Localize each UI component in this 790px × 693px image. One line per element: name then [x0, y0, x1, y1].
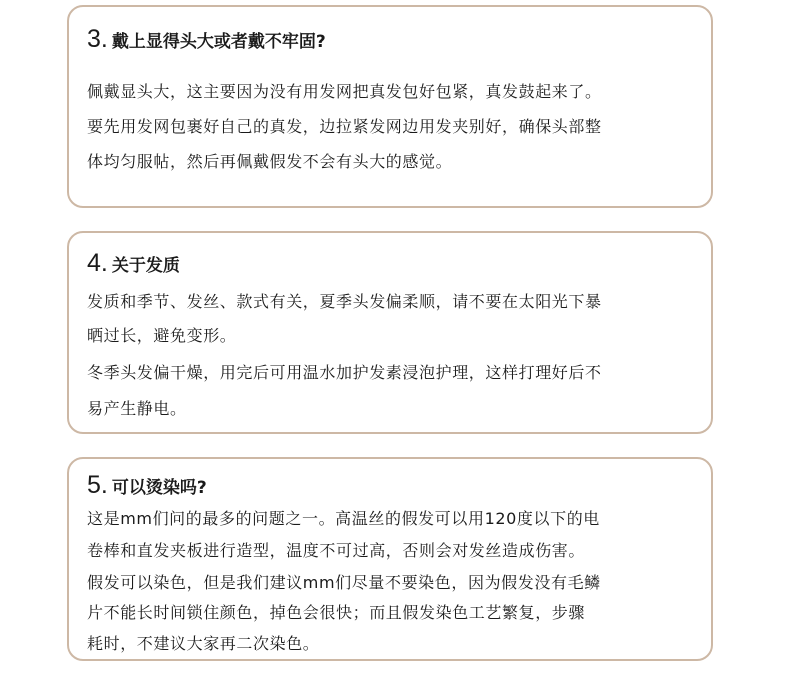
- faq-text-line: 晒过长，避免变形。: [87, 326, 237, 345]
- faq-text-line: 片不能长时间锁住颜色，掉色会很快；而且假发染色工艺繁复，步骤: [87, 603, 586, 622]
- faq-title: 关于发质: [111, 256, 180, 276]
- faq-text-line: 卷棒和直发夹板进行造型，温度不可过高，否则会对发丝造成伤害。: [87, 541, 586, 560]
- faq-heading: [87, 249, 180, 278]
- faq-text-line: 要先用发网包裹好自己的真发，边拉紧发网边用发夹别好，确保头部整: [87, 117, 602, 136]
- faq-title: 戴上显得头大或者戴不牢固?: [111, 32, 326, 52]
- faq-text-line: 冬季头发偏干燥，用完后可用温水加护发素浸泡护理，这样打理好后不: [87, 363, 602, 382]
- faq-title: 可以烫染吗?: [111, 478, 207, 498]
- faq-text-line: 假发可以染色，但是我们建议mm们尽量不要染色，因为假发没有毛鳞: [87, 573, 601, 592]
- faq-number: 3.: [87, 25, 108, 53]
- faq-card-3: [67, 5, 713, 208]
- faq-card-5: [67, 457, 713, 661]
- faq-heading: [87, 471, 207, 500]
- faq-text-line: 佩戴显头大，这主要因为没有用发网把真发包好包紧，真发鼓起来了。: [87, 82, 602, 101]
- faq-text-line: 体均匀服帖，然后再佩戴假发不会有头大的感觉。: [87, 152, 453, 171]
- faq-text-line: 易产生静电。: [87, 399, 187, 418]
- faq-text-line: 耗时，不建议大家再二次染色。: [87, 634, 320, 653]
- faq-text-line: 这是mm们问的最多的问题之一。高温丝的假发可以用120度以下的电: [87, 509, 600, 528]
- faq-text-line: 发质和季节、发丝、款式有关，夏季头发偏柔顺，请不要在太阳光下暴: [87, 292, 602, 311]
- faq-heading: [87, 25, 326, 54]
- faq-number: 5.: [87, 471, 108, 499]
- faq-card-4: [67, 231, 713, 434]
- faq-number: 4.: [87, 249, 108, 277]
